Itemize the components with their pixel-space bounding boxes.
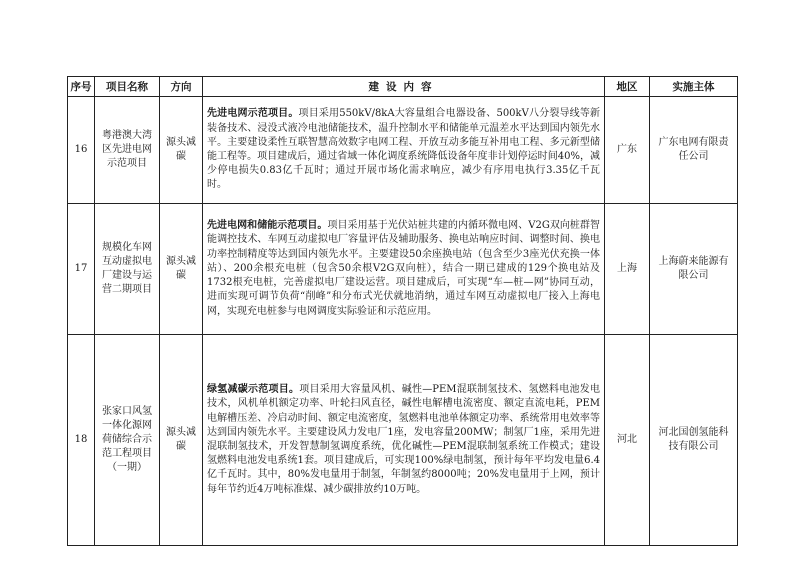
row-no: 17 xyxy=(68,204,95,335)
header-region: 地区 xyxy=(605,77,650,97)
table-row xyxy=(68,97,738,204)
row-org: 广东电网有限责任公司 xyxy=(650,97,738,204)
row-no: 18 xyxy=(68,335,95,546)
header-name: 项目名称 xyxy=(95,77,160,97)
row-project-name: 张家口风氢一体化源网荷储综合示范工程项目（一期） xyxy=(95,335,160,546)
header-org: 实施主体 xyxy=(650,77,738,97)
header-direction: 方向 xyxy=(160,77,203,97)
row-content-lead: 先进电网和储能示范项目。 xyxy=(207,220,328,232)
row-content-text: 项目采用大容量风机、碱性—PEM混联制氢技术、氢燃料电池发电技术，风机单机额定功率、叶轮扫风直径，碱性电解槽电流密度、额定直流电耗，PEM电解槽压差、冷启动时间、额定电流密度，氢燃料电池单体额定功率、系统常用电效率等达到国内领先水平。主要建设风力发电厂1座，发电容量200MW；制氢厂1座，采用先进混联制氢技术，开发智慧制氢调度系统，优化碱性—PEM混联制氢系统工作模式；建设氢燃料电池发电系统1套。项目建成后，可实现100%绿电制氢，预计每年平均发电量6.4亿千瓦时。其中，80%发电量用于制氢，年制氢约8000吨；20%发电量用于上网，预计每年节约近4万吨标准煤、减少碳排放约10万吨。 xyxy=(207,384,600,495)
row-org: 上海蔚来能源有限公司 xyxy=(650,204,738,335)
row-direction: 源头减碳 xyxy=(160,204,203,335)
row-content xyxy=(203,335,605,546)
row-region: 广东 xyxy=(605,97,650,204)
row-org: 河北国创氢能科技有限公司 xyxy=(650,335,738,546)
header-no: 序号 xyxy=(68,77,95,97)
header-content: 建设内容 xyxy=(203,77,605,97)
row-direction: 源头减碳 xyxy=(160,335,203,546)
table-row xyxy=(68,335,738,546)
row-content-text: 项目采用基于光伏站桩共建的内循环微电网、V2G双向桩群智能调控技术、车网互动虚拟电厂容量评估及辅助服务、换电站响应时间、调整时间、换电功率控制精度等达到国内领先水平。主要建设50余座换电站（包含至少3座光伏充换一体站）、200余根充电桩（包含50余根V2G双向桩），结合一期已建成的129个换电站及1732根充电桩，完善虚拟电厂建设运营。项目建成后，可实现“车—桩—网”协同互动，进而实现可调节负荷“削峰”和分布式光伏就地消纳，通过车网互动虚拟电厂接入上海电网，实现充电桩参与电网调度实际验证和示范应用。 xyxy=(207,220,601,317)
row-content xyxy=(203,97,605,204)
row-region: 上海 xyxy=(605,204,650,335)
projects-table xyxy=(67,76,738,546)
row-content xyxy=(203,204,605,335)
row-no: 16 xyxy=(68,97,95,204)
row-direction: 源头减碳 xyxy=(160,97,203,204)
row-content-text: 项目采用550kV/8kA大容量组合电器设备、500kV八分裂导线等新装备技术、浸没式液冷电池储能技术，温升控制水平和储能单元温差水平达到国内领先水平。主要建设柔性互联智慧高效数字电网工程、开放互动多能互补用电工程、多元新型储能工程等。项目建成后，通过省域一体化调度系统降低设备年度非计划停运时间40%，减少停电损失0.83亿千瓦时；通过开展市场化需求响应，减少有序用电执行3.35亿千瓦时。 xyxy=(207,108,601,191)
table-header-row xyxy=(68,77,738,97)
row-content-lead: 绿氢减碳示范项目。 xyxy=(207,384,300,396)
row-content-lead: 先进电网示范项目。 xyxy=(207,108,299,120)
row-region: 河北 xyxy=(605,335,650,546)
row-project-name: 粤港澳大湾区先进电网示范项目 xyxy=(95,97,160,204)
table-row xyxy=(68,204,738,335)
row-project-name: 规模化车网互动虚拟电厂建设与运营二期项目 xyxy=(95,204,160,335)
